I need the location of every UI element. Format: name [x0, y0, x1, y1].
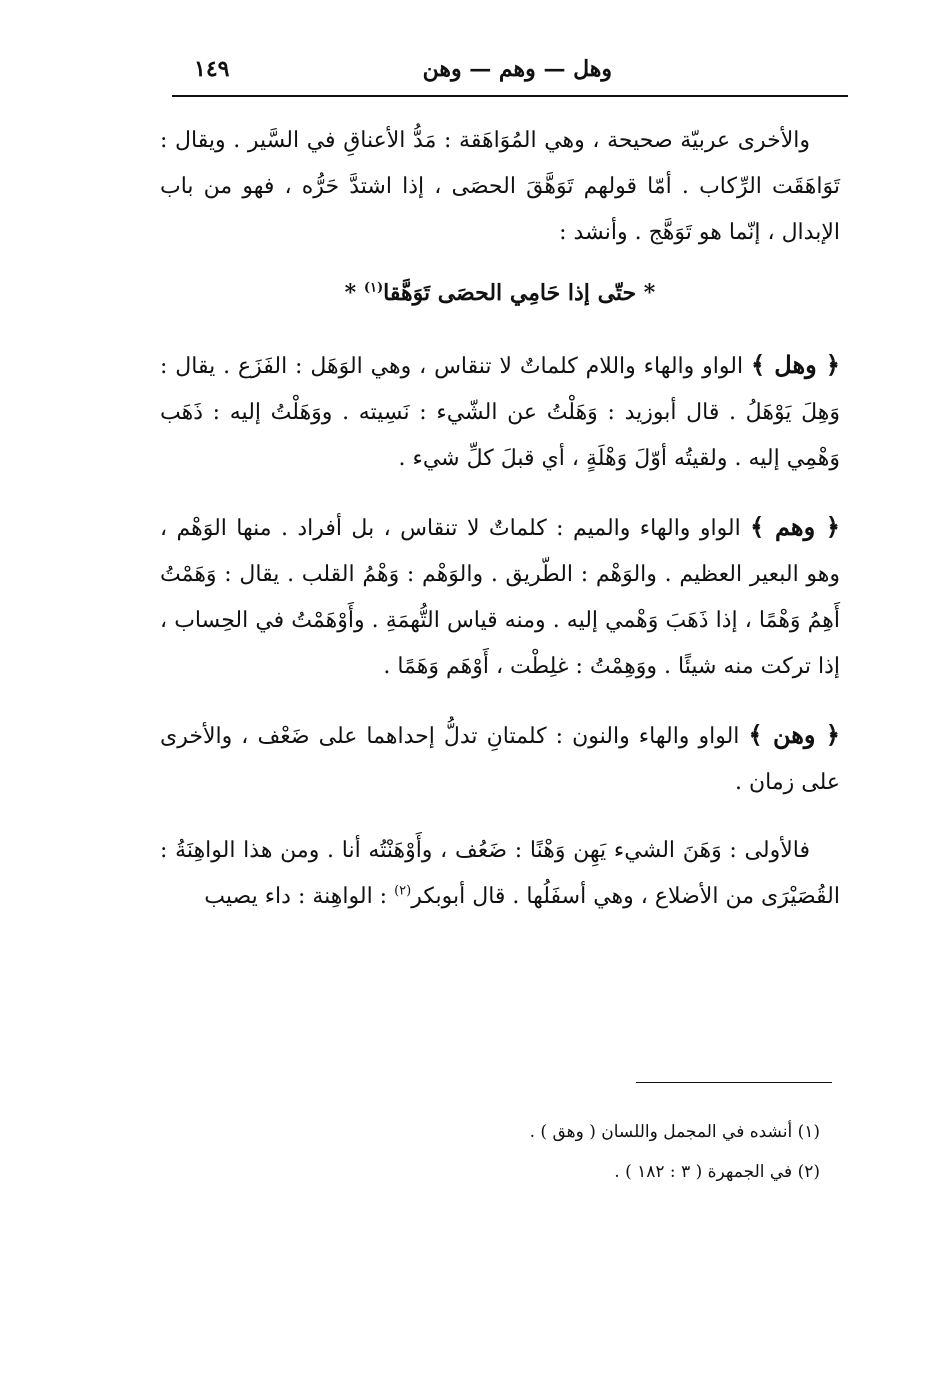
footnote-rule — [636, 1082, 832, 1083]
entry-wahm — [160, 504, 840, 690]
footnote-2: (٢) في الجمهرة ( ٣ : ١٨٢ ) . — [614, 1162, 820, 1182]
verse-line — [160, 270, 840, 316]
footnote-ref-1: (١) — [363, 280, 384, 296]
running-head — [172, 52, 848, 92]
headword-wahn: ﴿ وهن ﴾ — [748, 720, 840, 749]
entry-wahm-text: الواو والهاء والميم : كلماتٌ لا تنقاس ، بل أفراد . منها الوَهْم ، وهو البعير العظيم . والوَهْم : الطّريق . والوَهْم : وَهْمُ القلب . يقال : وَهَمْتُ أَهِمُ وَهْمًا ، إذا ذَهَبَ وَهْمي إليه . ومنه قياس التُّهمَةِ . وأَوْهَمْتُ في الحِساب ، إذا تركت منه شيئًا . ووَهِمْتُ : غلِطْت ، أَوْهَم وَهَمًا . — [160, 516, 840, 679]
main-text — [160, 118, 840, 920]
running-title: وهل — وهم — وهن — [422, 56, 612, 82]
entry-wahl — [160, 342, 840, 482]
paragraph-intro: والأخرى عربيّة صحيحة ، وهي المُوَاهَقة : مَدُّ الأعناقِ في السَّير . ويقال : تَوَاهَقَت الرِّكاب . أمّا قولهم تَوَهَّقَ الحصَى ، إذا اشتدَّ حَرُّه ، فهو من باب الإبدال ، إنّما هو تَوَهَّج . وأنشد : — [160, 128, 840, 245]
verse-text: * حتّى إذا حَامِي الحصَى تَوَهَّقا — [383, 280, 656, 306]
paragraph-last-text: فالأولى : وَهَنَ الشيء يَهِن وَهْنًا : ضَعُف ، وأَوْهَنْتُه أنا . ومن هذا الواهِنَةُ : القُصَيْرَى من الأضلاع ، وهي أسفَلُها . قال أبوبكر — [160, 838, 840, 909]
headword-wahl: ﴿ وهل ﴾ — [750, 350, 840, 379]
paragraph-last — [160, 828, 840, 920]
entry-wahl-text: الواو والهاء واللام كلماتٌ لا تنقاس ، وهي الوَهَل : الفَزَع . يقال : وَهِلَ يَوْهَلُ . قال أبوزيد : وَهَلْتُ عن الشّيء : نَسِيته . ووَهَلْتُ إليه : ذَهَب وَهْمِي إليه . ولقيتُه أوّلَ وَهْلَةٍ ، أي قبلَ كلِّ شيء . — [160, 354, 840, 471]
entry-wahn-text: الواو والهاء والنون : كلمتانِ تدلُّ إحداهما على ضَعْف ، والأخرى على زمان . — [160, 724, 840, 795]
footnotes — [420, 1112, 820, 1192]
verse-end-mark: * — [344, 280, 364, 306]
header-rule — [172, 95, 848, 97]
footnote-1: (١) أنشده في المجمل واللسان ( وهق ) . — [529, 1122, 820, 1142]
paragraph-last-end: : الواهِنة : داء يصيب — [204, 884, 395, 909]
footnote-ref-2: (٢) — [394, 883, 412, 899]
entry-wahn — [160, 712, 840, 806]
page-number: ١٤٩ — [194, 56, 230, 82]
headword-wahm: ﴿ وهم ﴾ — [750, 512, 840, 541]
